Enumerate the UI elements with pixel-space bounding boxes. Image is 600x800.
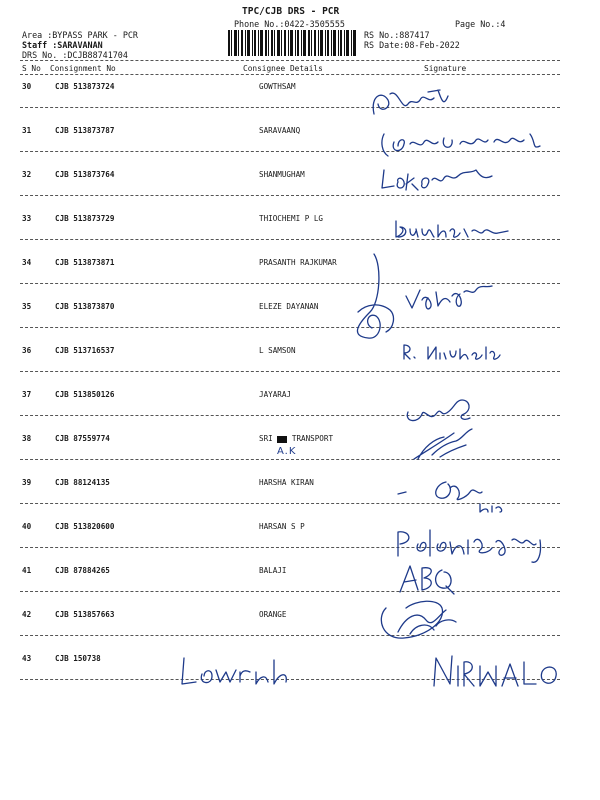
signature-row43-left [176,652,296,692]
row-sno: 33 [22,214,32,223]
table-row [0,470,600,514]
table-row [0,602,600,646]
row-consignee: ORANGE [259,610,287,619]
signature-row30 [368,86,458,120]
row-sno: 32 [22,170,32,179]
signature-row43-right [430,652,560,692]
row-sno: 40 [22,522,32,531]
phone-number: Phone No.:0422-3505555 [234,19,345,29]
col-signature-header: Signature [424,64,467,73]
signature-row31 [380,128,550,162]
row-consignment: CJB 513873870 [55,302,115,311]
row-sno: 36 [22,346,32,355]
table-row [0,162,600,206]
row-consignee: JAYARAJ [259,390,292,399]
row-consignee: THIOCHEMI P LG [259,214,324,223]
row-divider [20,371,560,372]
redaction-mark [277,436,287,443]
row-consignment: CJB 88124135 [55,478,110,487]
signature-row38 [410,425,480,463]
barcode-image [228,30,356,56]
row-sno: 34 [22,258,32,267]
row-sno: 35 [22,302,32,311]
row-consignee: BALAJI [259,566,287,575]
document-title: TPC/CJB DRS - PCR [242,6,340,17]
page-number: Page No.:4 [455,19,506,29]
signature-row34-35 [346,252,496,344]
row-consignment: CJB 513850126 [55,390,115,399]
signature-row33 [392,215,512,243]
col-consignee-header: Consignee Details [243,64,323,73]
row-consignment: CJB 513857663 [55,610,115,619]
row-sno: 39 [22,478,32,487]
row-consignment: CJB 513873787 [55,126,115,135]
row-divider [20,107,560,108]
signature-row32 [380,162,500,194]
signature-row41 [394,560,474,596]
signature-row37 [400,394,480,428]
row-consignee: HARSHA KIRAN [259,478,314,487]
row-consignee [259,434,333,443]
row-consignee: PRASANTH RAJKUMAR [259,258,337,267]
staff-label: Staff :SARAVANAN [22,40,103,50]
table-row [0,382,600,426]
row-consignment: CJB 87559774 [55,434,110,443]
header-top-rule [20,60,560,61]
row-consignee-suffix: TRANSPORT [291,434,334,443]
rs-number: RS No.:887417 [364,30,430,40]
col-sno-header: S No [22,64,41,73]
row-consignee: HARSAN S P [259,522,305,531]
row-sno: 37 [22,390,32,399]
row-consignment: CJB 150738 [55,654,101,663]
row-sno: 38 [22,434,32,443]
drs-number: DRS No. :DCJB88741704 [22,50,128,60]
signature-row39 [396,474,506,512]
table-row [0,426,600,470]
row-sno: 31 [22,126,32,135]
signature-row42 [376,596,466,646]
table-row [0,250,600,294]
row-consignment: CJB 513873764 [55,170,115,179]
row-divider [20,195,560,196]
row-divider [20,635,560,636]
row-consignee: SHANMUGHAM [259,170,305,179]
row-sno: 41 [22,566,32,575]
signature-row36 [400,341,530,365]
row-consignee: SARAVAANQ [259,126,301,135]
table-row [0,74,600,118]
row-consignment: CJB 513716537 [55,346,115,355]
row-consignment: CJB 87884265 [55,566,110,575]
row-consignment: CJB 513873724 [55,82,115,91]
row-consignee: ELEZE DAYANAN [259,302,319,311]
row-sno: 30 [22,82,32,91]
row-consignment: CJB 513873729 [55,214,115,223]
row-sno: 43 [22,654,32,663]
row-consignment: CJB 513873871 [55,258,115,267]
row-divider [20,591,560,592]
row-consignee: L SAMSON [259,346,296,355]
row-consignment: CJB 513820600 [55,522,115,531]
row-consignee: GOWTHSAM [259,82,296,91]
table-row [0,294,600,338]
rs-date: RS Date:08-Feb-2022 [364,40,460,50]
handwritten-note-row38: A.K [277,446,297,457]
row-consignee-prefix: SRI [259,434,273,443]
area-label: Area :BYPASS PARK - PCR [22,30,138,40]
col-consignment-header: Consignment No [50,64,116,73]
row-sno: 42 [22,610,32,619]
